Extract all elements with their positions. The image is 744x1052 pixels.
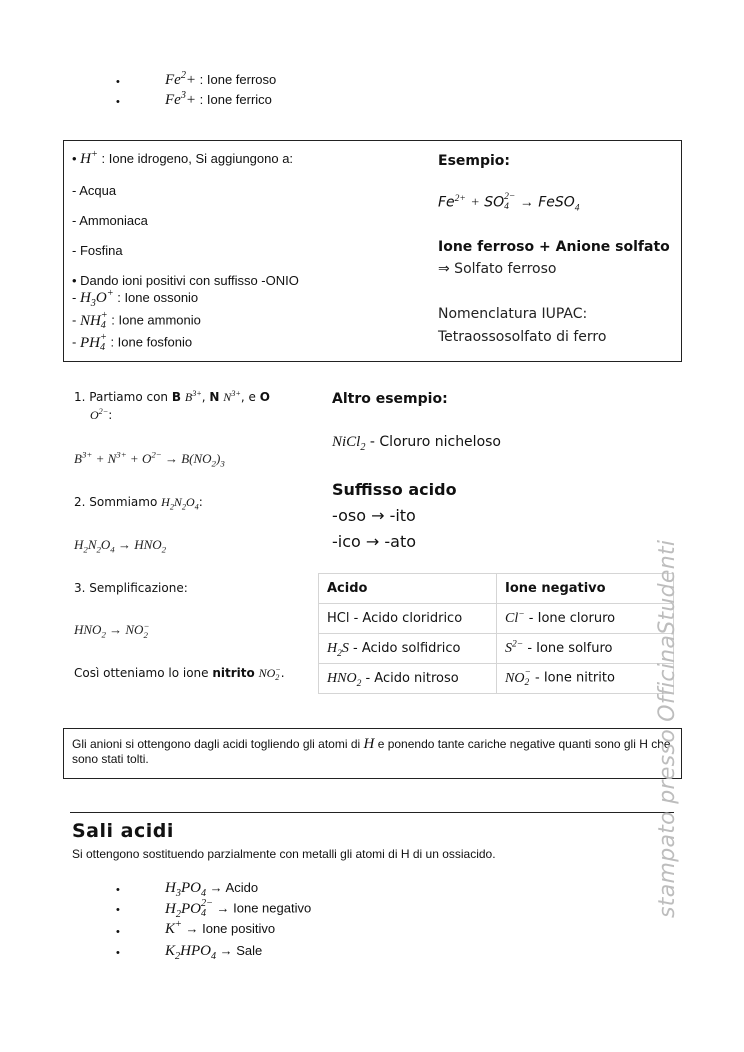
cell-acid: $HNO_2$ - Acido nitroso	[319, 664, 497, 694]
example-result: ⇒ Solfato ferroso	[438, 261, 557, 277]
iupac-label: Nomenclatura IUPAC:	[438, 306, 588, 322]
formula-fe3: $Fe^3+$	[165, 90, 197, 108]
hydrogen-ion-box	[63, 140, 682, 362]
example-title: Esempio:	[438, 153, 511, 169]
bullet: •	[116, 926, 120, 938]
iupac-name: Tetraossosolfato di ferro	[438, 329, 607, 345]
onio-rule: • Dando ioni positivi con suffisso -ONIO	[72, 273, 299, 288]
ion-fosfonio: - PH + 4 : Ione fosfonio	[72, 332, 193, 354]
table-row	[319, 664, 674, 694]
section-divider	[70, 812, 674, 813]
table-row	[319, 604, 674, 634]
section-paragraph: Si ottengono sostituendo parzialmente con metalli gli atomi di H di un ossiacido.	[72, 847, 496, 861]
suffix-rule-oso: -oso → -ito	[332, 506, 416, 525]
step-2: 2. Sommiamo $H_2N_2O_4$:	[74, 495, 203, 512]
h-plus-line: • H+ : Ione idrogeno, Si aggiungono a:	[72, 149, 294, 167]
cell-ion: $S^{2-}$ - Ione solfuro	[497, 634, 674, 664]
bullet: •	[116, 904, 120, 916]
cell-acid: HCl - Acido cloridrico	[319, 604, 497, 634]
table-header-row	[319, 574, 674, 604]
anion-rule-box: Gli anioni si ottengono dagli acidi togliendo gli atomi di H e ponendo tante cariche negative quanti sono gli H che sono stati tolti.	[63, 728, 682, 779]
list-item-sale: $K_2HPO_4$ → Sale	[165, 943, 263, 962]
step-3: 3. Semplificazione:	[74, 581, 188, 595]
watermark: stampato presso OfficinaStudenti	[655, 539, 680, 918]
example-bold: Ione ferroso + Anione solfato	[438, 239, 670, 255]
header-ione-negativo: Ione negativo	[497, 574, 674, 604]
list-item-ferrico: $Fe^3+$ : Ione ferrico	[165, 90, 272, 108]
header-acido: Acido	[319, 574, 497, 604]
equation-2: $H_2N_2O_4 \to HNO_2$	[74, 537, 167, 555]
formula-fe2: $Fe^2+$	[165, 70, 197, 88]
cell-ion: NO − 2 - Ione nitrito	[497, 664, 674, 694]
equation-1: $B^{3+} + N^{3+} + O^{2-} \to B(NO_2)_3$	[74, 449, 225, 469]
section-heading: Sali acidi	[72, 820, 174, 842]
item-acqua: - Acqua	[72, 183, 117, 198]
conclusion: Così otteniamo lo ione nitrito NO − 2 .	[74, 665, 285, 683]
bullet: •	[116, 947, 120, 959]
step-1: 1. Partiamo con B $B^{3+}$, N $N^{3+}$, e O	[74, 389, 270, 404]
example-equation: $Fe^{2+}$ + SO 2− 4 → FeSO$_4$	[438, 192, 580, 214]
equation-3: $HNO_2$ → NO − 2	[74, 621, 150, 641]
suffix-rule-ico: -ico → -ato	[332, 532, 417, 551]
list-item-ione-positivo: K+ → Ione positivo	[165, 919, 276, 937]
other-example-title: Altro esempio:	[332, 391, 448, 407]
item-ammoniaca: - Ammoniaca	[72, 213, 148, 228]
ion-ossonio: - $H_3O^+$ : Ione ossonio	[72, 288, 199, 309]
acid-ion-table	[318, 573, 674, 694]
bullet: •	[116, 96, 120, 108]
bullet: •	[116, 76, 120, 88]
list-item-ferroso: $Fe^2+$ : Ione ferroso	[165, 70, 277, 88]
cell-acid: $H_2S$ - Acido solfidrico	[319, 634, 497, 664]
step-1-cont: $O^{2-}$:	[90, 407, 113, 422]
ion-ammonio: - NH + 4 : Ione ammonio	[72, 310, 201, 332]
list-item-acido: $H_3PO_4$ → Acido	[165, 880, 259, 899]
suffix-title: Suffisso acido	[332, 480, 457, 499]
list-item-ione-negativo: $H_2PO$ 2− 4 → Ione negativo	[165, 898, 312, 920]
bullet: •	[116, 884, 120, 896]
table-row	[319, 634, 674, 664]
item-fosfina: - Fosfina	[72, 243, 123, 258]
other-example-line: NiCl$_2$ - Cloruro nicheloso	[332, 434, 501, 453]
cell-ion: Cl− - Ione cloruro	[497, 604, 674, 634]
